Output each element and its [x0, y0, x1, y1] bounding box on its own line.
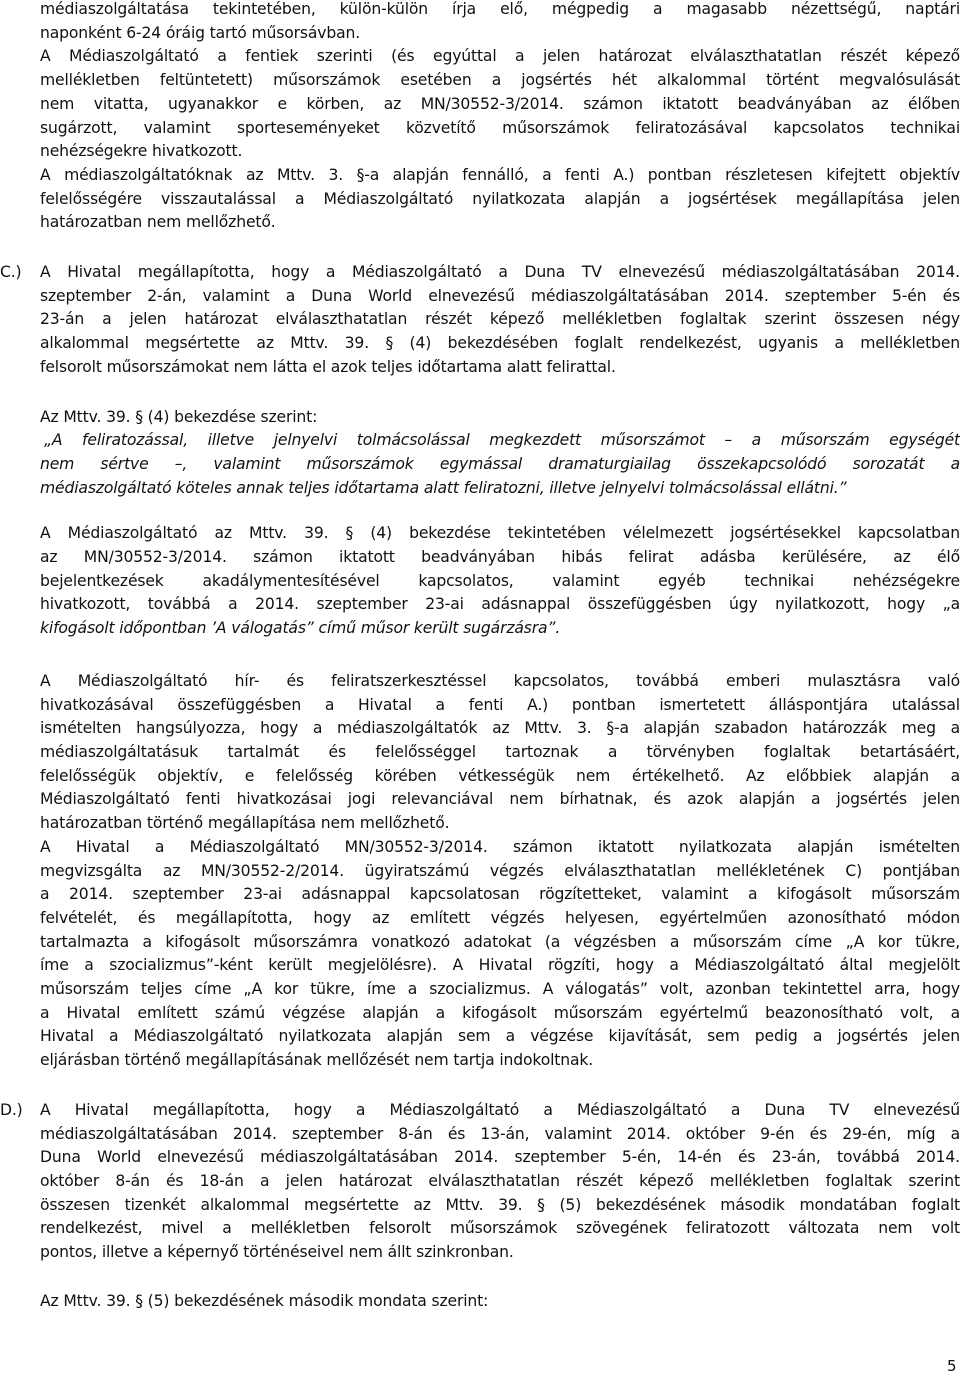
section-label: C.): [0, 263, 22, 282]
text-line: A Hivatal megállapította, hogy a Médiaszolgáltató a Duna TV elnevezésű médiaszolgáltatásában 2014.: [40, 263, 960, 282]
text-line: médiaszolgáltatása tekintetében, külön-külön írja elő, mégpedig a magasabb nézettségű, naptári: [40, 0, 960, 18]
text-line: ismételten hangsúlyozza, hogy a médiaszolgáltatók az Mttv. 3. §-a alapján szabadon határozzák meg a: [40, 719, 960, 738]
text-line: A Médiaszolgáltató az Mttv. 39. § (4) bekezdése tekintetében vélelmezett jogsértésekkel kapcsolatban: [40, 524, 960, 543]
text-line: felelősségére visszautalással a Médiaszolgáltató nyilatkozata alapján a jogsértések megállapítása jelen: [40, 189, 960, 208]
text-line: nem sértve –, valamint műsorszámok egymással dramaturgiailag összekapcsolódó sorozatát a: [40, 454, 960, 473]
text-line: 23-án a jelen határozat elválaszthatatlan részét képező mellékletben foglaltak szerint összesen négy: [40, 310, 960, 329]
text-line: médiaszolgáltató köteles annak teljes időtartama alatt feliratozni, illetve jelnyelvi tolmácsolással ellátni.”: [40, 478, 847, 497]
text-line: hivatkozott, továbbá a 2014. szeptember 23-ai adásnappal összefüggésben úgy nyilatkozott, hogy „a: [40, 595, 960, 614]
text-line: nem vitatta, ugyanakkor e körben, az MN/30552-3/2014. számon iktatott beadványában az élőben: [40, 94, 960, 113]
text-line: Duna World elnevezésű médiaszolgáltatásában 2014. szeptember 5-én, 14-én és 23-án, továbbá 2014.: [40, 1148, 960, 1167]
text-line: íme a szocializmus”-ként került megjelölésre). A Hivatal rögzíti, hogy a Médiaszolgáltató által megjelölt: [40, 956, 960, 975]
text-line: az MN/30552-3/2014. számon iktatott beadványában hibás felirat adásba kerülésére, az élő: [40, 548, 960, 567]
text-line: megvizsgálta az MN/30552-2/2014. ügyiratszámú végzés elválaszthatatlan mellékletének C) pontjában: [40, 861, 960, 880]
text-line: kifogásolt időpontban ’A válogatás” című műsor került sugárzásra”.: [40, 619, 561, 638]
text-line: mellékletben feltüntetett) műsorszámok esetében a jogsértés hét alkalommal történt megvalósulását: [40, 71, 960, 90]
text-line: A Médiaszolgáltató a fentiek szerinti (és egyúttal a jelen határozat elválaszthatatlan részét képező: [40, 47, 960, 66]
text-line: október 8-án és 18-án a jelen határozat elválaszthatatlan részét képező mellékletben foglaltak szerint: [40, 1171, 960, 1190]
section-c: [0, 261, 960, 380]
text-line: rendelkezést, mivel a mellékletben felsorolt műsorszámok szövegének feliratozott változata nem volt: [40, 1219, 960, 1238]
text-line: felsorolt műsorszámokat nem látta el azok teljes időtartama alatt felirattal.: [40, 357, 616, 376]
text-line: eljárásban történő megállapításának mellőzését nem tartja indokoltnak.: [40, 1051, 594, 1070]
text-line: hivatkozásával összefüggésben a Hivatal a fenti A.) pontban ismertetett álláspontjára utalással: [40, 695, 960, 714]
text-line: határozatban nem mellőzhető.: [40, 213, 276, 232]
text-line: felvételét, és megállapította, hogy az említett végzés helyesen, egyértelműen azonosítható módon: [40, 908, 960, 927]
text-line: „A feliratozással, illetve jelnyelvi tolmácsolással megkezdett műsorszámot – a műsorszám egységét: [44, 431, 960, 450]
paragraph: [40, 670, 960, 1073]
text-line: sugárzott, valamint sporteseményeket közvetítő műsorszámok feliratozásával kapcsolatos technikai: [40, 118, 960, 137]
text-line: médiaszolgáltatásában 2014. szeptember 8-án és 13-án, valamint 2014. október 9-én és 29-én, míg a: [40, 1124, 960, 1143]
text-line: műsorszám teljes címe „A kor tükre, íme a szocializmus. A válogatás” volt, azonban tekintettel arra, hogy: [40, 980, 960, 999]
text-line: a 2014. szeptember 23-ai adásnappal kapcsolatosan rögzítetteket, valamint a kifogásolt műsorszám: [40, 885, 960, 904]
text-line: naponként 6-24 óráig tartó műsorsávban.: [40, 23, 361, 42]
paragraph: [40, 522, 960, 641]
text-line: Az Mttv. 39. § (4) bekezdése szerint:: [40, 407, 318, 426]
page-number: 5: [947, 1357, 957, 1375]
text-line: tartalmazta a kifogásolt műsorszámra vonatkozó adatokat (a végzésben a műsorszám címe „A kor tükre,: [40, 932, 960, 951]
text-line: felelősségük objektív, e felelősség körében vétkességük nem értékelhető. Az előbbiek alapján a: [40, 766, 960, 785]
section-d: [0, 1099, 960, 1265]
text-line: összesen tizenkét alkalommal megsértette az Mttv. 39. § (5) bekezdésének második mondatában foglalt: [40, 1195, 960, 1214]
paragraph: [40, 406, 960, 501]
text-line: A Médiaszolgáltató hír- és feliratszerkesztéssel kapcsolatos, továbbá emberi mulasztásra való: [40, 671, 960, 690]
section-label: D.): [0, 1100, 23, 1119]
text-line: A Hivatal a Médiaszolgáltató MN/30552-3/2014. számon iktatott nyilatkozata alapján ismételten: [40, 837, 960, 856]
text-line: határozatban történő megállapítása nem mellőzhető.: [40, 814, 450, 833]
text-line: a Hivatal említett számú végzése alapján a kifogásolt műsorszám egyértelmű beazonosítható volt, a: [40, 1003, 960, 1022]
paragraph: [40, 1290, 960, 1314]
text-line: Az Mttv. 39. § (5) bekezdésének második mondata szerint:: [40, 1291, 489, 1310]
text-line: nehézségekre hivatkozott.: [40, 142, 243, 161]
text-line: médiaszolgáltatásuk tartalmát és felelősséggel tartoznak a törvényben foglaltak betartásáért,: [40, 742, 960, 761]
text-line: Hivatal a Médiaszolgáltató nyilatkozata alapján sem a végzése kijavítását, sem pedig a jogsértés jelen: [40, 1027, 960, 1046]
text-line: pontos, illetve a képernyő történéseivel nem állt szinkronban.: [40, 1243, 514, 1262]
text-line: bejelentkezések akadálymentesítésével kapcsolatos, valamint egyéb technikai nehézségekre: [40, 571, 960, 590]
paragraph: [40, 0, 960, 235]
text-line: Médiaszolgáltató fenti hivatkozásai jogi relevanciával nem bírhatnak, és azok alapján a jogsértés jelen: [40, 790, 960, 809]
text-line: A médiaszolgáltatóknak az Mttv. 3. §-a alapján fennálló, a fenti A.) pontban részletesen kifejtett objektív: [40, 165, 960, 184]
text-line: szeptember 2-án, valamint a Duna World elnevezésű médiaszolgáltatásában 2014. szeptember 5-én és: [40, 286, 960, 305]
text-line: alkalommal megsértette az Mttv. 39. § (4) bekezdésében foglalt rendelkezést, ugyanis a mellékletben: [40, 334, 960, 353]
text-line: A Hivatal megállapította, hogy a Médiaszolgáltató a Médiaszolgáltató a Duna TV elnevezésű: [40, 1100, 960, 1119]
